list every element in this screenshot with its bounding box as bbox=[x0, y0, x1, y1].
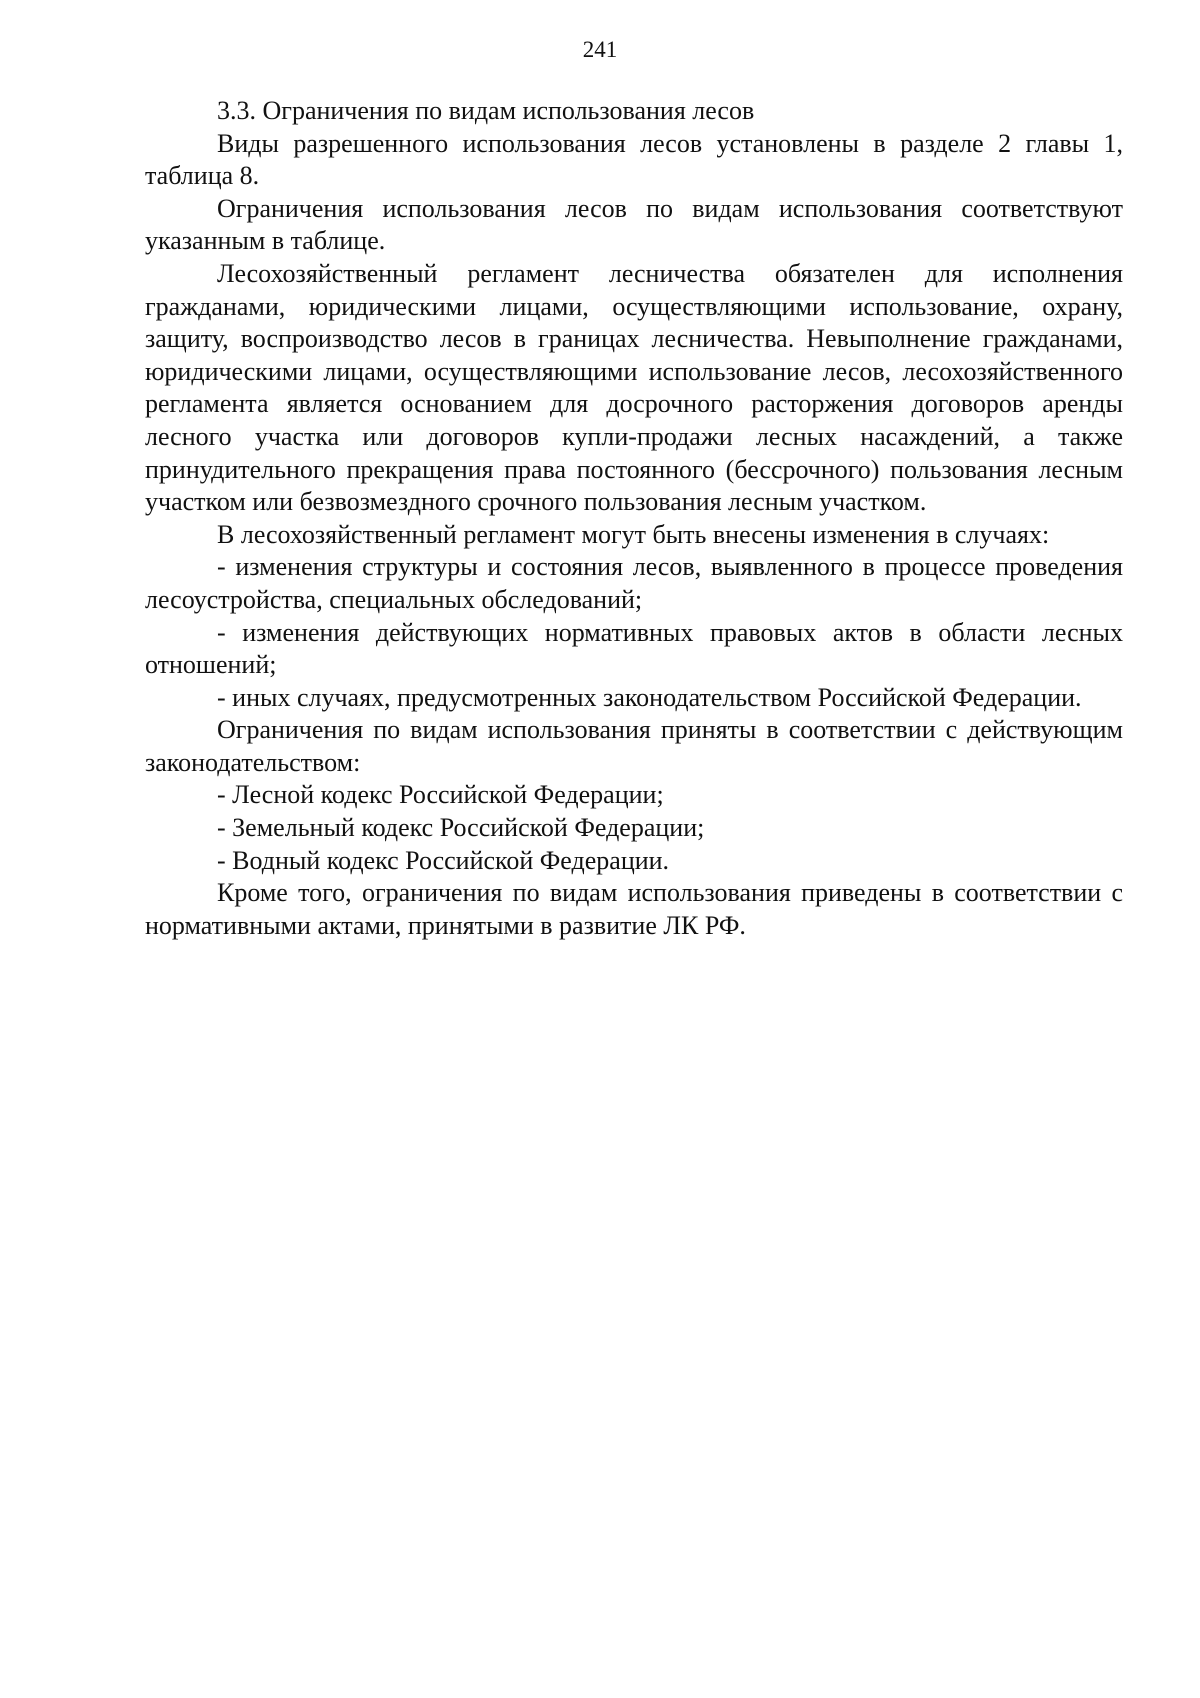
list-item-law-2: - Земельный кодекс Российской Федерации; bbox=[217, 813, 705, 843]
paragraph-5: Ограничения по видам использования приняты в соответствии с действующим законодательством: bbox=[145, 715, 1123, 777]
list-item-change-3: - иных случаях, предусмотренных законодательством Российской Федерации. bbox=[217, 682, 1082, 712]
paragraph-4: В лесохозяйственный регламент могут быть внесены изменения в случаях: bbox=[217, 519, 1050, 549]
list-item-law-1: - Лесной кодекс Российской Федерации; bbox=[217, 780, 664, 810]
paragraph-1: Виды разрешенного использования лесов установлены в разделе 2 главы 1, таблица 8. bbox=[145, 128, 1123, 191]
page-number: 241 bbox=[582, 37, 618, 62]
list-item-change-1: - изменения структуры и состояния лесов, выявленного в процессе проведения лесоустройства, специальных обследований; bbox=[145, 552, 1123, 614]
section-heading: 3.3. Ограничения по видам использования лесов bbox=[217, 96, 755, 125]
list-item-law-3: - Водный кодекс Российской Федерации. bbox=[217, 845, 670, 875]
paragraph-2: Ограничения использования лесов по видам использования соответствуют указанным в таблице. bbox=[145, 193, 1123, 256]
paragraph-6: Кроме того, ограничения по видам использования приведены в соответствии с нормативными актами, принятыми в развитие ЛК РФ. bbox=[145, 878, 1123, 940]
paragraph-3: Лесохозяйственный регламент лесничества обязателен для исполнения гражданами, юридическими лицами, осуществляющими использование, охрану, защиту, воспроизводство лесов в границах лесничества. Невыполнение гражданами, юридическими лицами, осуществляющими использование лесов, лесохозяйственного регламента является основанием для досрочного расторжения договоров аренды лесного участка или договоров купли-продажи лесных насаждений, а также принудительного прекращения права постоянного (бессрочного) пользования лесным участком или безвозмездного срочного пользования лесным участком. bbox=[145, 258, 1123, 517]
page-content bbox=[145, 95, 1123, 942]
list-item-change-2: - изменения действующих нормативных правовых актов в области лесных отношений; bbox=[145, 617, 1123, 680]
